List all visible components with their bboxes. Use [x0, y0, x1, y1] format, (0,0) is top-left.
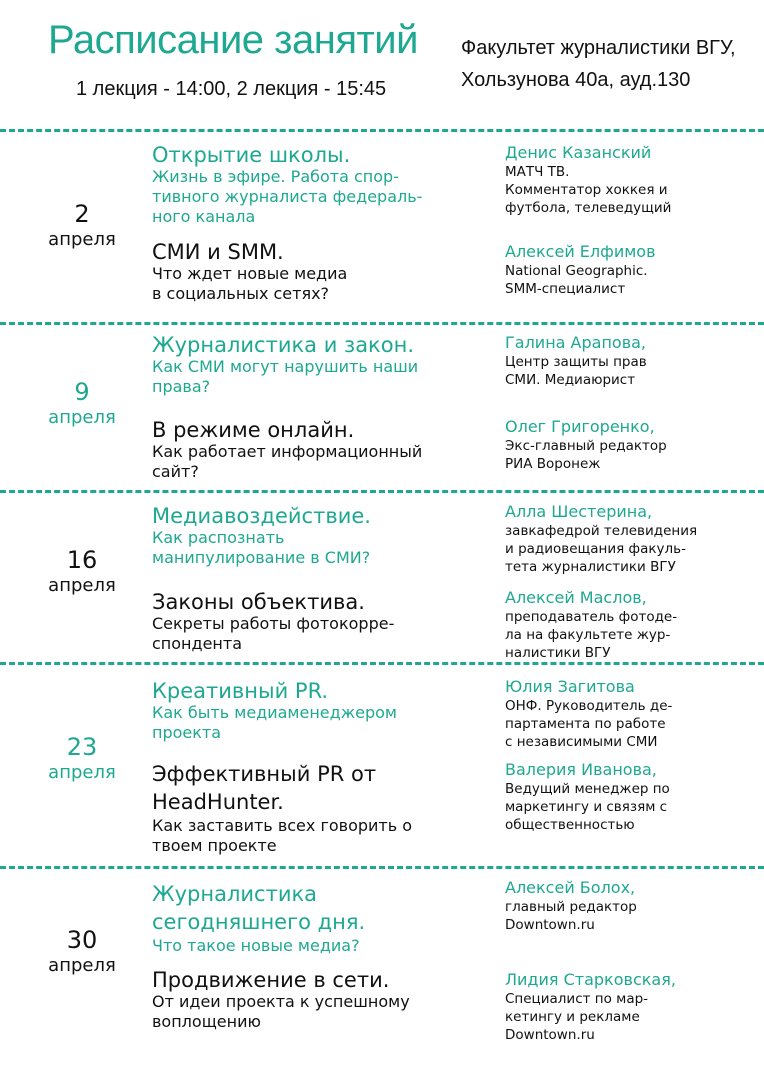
subtitle-line: Секреты работы фотокорре- — [152, 614, 395, 633]
lecture-2 — [152, 418, 492, 482]
role-line: Downtown.ru — [505, 1027, 595, 1043]
venue-line: Факультет журналистики ВГУ, — [461, 37, 736, 59]
lecture-title: Креативный PR. — [152, 679, 329, 703]
role-line: преподаватель фотоде- — [505, 609, 678, 625]
role-line: ла на факультете жур- — [505, 627, 671, 643]
venue-line: Хользунова 40а, ауд.130 — [461, 69, 691, 91]
subtitle-line: сайт? — [152, 462, 199, 481]
role-line: кетингу и рекламе — [505, 1009, 640, 1025]
subtitle-line: Жизнь в эфире. Работа спор- — [152, 167, 399, 186]
speaker-name: Олег Григоренко, — [505, 417, 655, 436]
lecture-2 — [152, 760, 492, 856]
session-date — [22, 546, 142, 598]
date-day: 16 — [66, 546, 98, 574]
session-date — [22, 733, 142, 785]
speaker-role — [505, 353, 755, 389]
lecture-title: СМИ и SMM. — [152, 240, 284, 264]
subtitle-line: Как работает информационный — [152, 442, 423, 461]
role-line: завкафедрой телевидения — [505, 523, 698, 539]
speaker-name: Юлия Загитова — [505, 677, 635, 696]
role-line: Ведущий менеджер по — [505, 781, 670, 797]
lecture-2 — [152, 590, 492, 654]
speaker-1 — [505, 677, 755, 751]
role-line: партамента по работе — [505, 716, 666, 732]
role-line: РИА Воронеж — [505, 456, 601, 472]
lecture-subtitle — [152, 528, 492, 568]
role-line: и радиовещания факуль- — [505, 541, 686, 557]
speaker-name: Алла Шестерина, — [505, 502, 653, 521]
speaker-role — [505, 990, 755, 1044]
speaker-2 — [505, 588, 755, 662]
venue-address — [461, 32, 736, 96]
speaker-2 — [505, 970, 755, 1044]
role-line: МАТЧ ТВ. — [505, 164, 570, 180]
subtitle-line: ного канала — [152, 207, 256, 226]
role-line: Комментатор хоккея и — [505, 182, 668, 198]
speaker-1 — [505, 333, 755, 389]
title-line: сегодняшнего дня. — [152, 910, 366, 934]
role-line: налистики ВГУ — [505, 645, 611, 661]
speaker-role — [505, 163, 755, 217]
lecture-1 — [152, 880, 492, 956]
subtitle-line: права? — [152, 377, 211, 396]
lecture-subtitle — [152, 703, 492, 743]
lecture-subtitle — [152, 992, 492, 1032]
subtitle-line: От идеи проекта к успешному — [152, 992, 410, 1011]
subtitle-line: Что ждет новые медиа — [152, 264, 348, 283]
speaker-name: Алексей Болох, — [505, 878, 636, 897]
subtitle-line: в социальных сетях? — [152, 284, 330, 303]
date-day: 30 — [66, 926, 98, 954]
lecture-subtitle — [152, 936, 492, 956]
lecture-subtitle — [152, 816, 492, 856]
lecture-title: Продвижение в сети. — [152, 968, 390, 992]
date-month: апреля — [48, 575, 116, 596]
role-line: СМИ. Медиаюрист — [505, 372, 636, 388]
speaker-role — [505, 608, 755, 662]
title-line: Журналистика — [152, 882, 318, 906]
role-line: с независимыми СМИ — [505, 734, 658, 750]
speaker-name: Алексей Елфимов — [505, 242, 656, 261]
title-line: Эффективный PR от — [152, 762, 377, 786]
lecture-title: В режиме онлайн. — [152, 418, 355, 442]
page-title: Расписание занятий — [48, 18, 418, 62]
speaker-role — [505, 697, 755, 751]
lecture-subtitle — [152, 442, 492, 482]
subtitle-line: твоем проекте — [152, 836, 277, 855]
lecture-title: Журналистика и закон. — [152, 333, 414, 357]
subtitle-line: проекта — [152, 723, 222, 742]
role-line: общественностью — [505, 817, 635, 833]
speaker-name: Галина Арапова, — [505, 333, 647, 352]
date-day: 23 — [66, 733, 98, 761]
lecture-times: 1 лекция - 14:00, 2 лекция - 15:45 — [76, 78, 387, 100]
role-line: тета журналистики ВГУ — [505, 559, 676, 575]
speaker-2 — [505, 242, 755, 298]
subtitle-line: Как заставить всех говорить о — [152, 816, 413, 835]
lecture-1 — [152, 333, 492, 397]
role-line: Специалист по мар- — [505, 991, 649, 1007]
speaker-name: Валерия Иванова, — [505, 760, 657, 779]
role-line: Экс-главный редактор — [505, 438, 667, 454]
date-month: апреля — [48, 955, 116, 976]
section-divider — [0, 322, 764, 325]
session-date — [22, 926, 142, 978]
subtitle-line: тивного журналиста федераль- — [152, 187, 423, 206]
role-line: маркетингу и связям с — [505, 799, 668, 815]
lecture-title — [152, 760, 492, 816]
speaker-1 — [505, 143, 755, 217]
role-line: Центр защиты прав — [505, 354, 647, 370]
role-line: SMM-специалист — [505, 281, 626, 297]
section-divider — [0, 129, 764, 132]
subtitle-line: Что такое новые медиа? — [152, 936, 360, 955]
date-month: апреля — [48, 762, 116, 783]
lecture-subtitle — [152, 357, 492, 397]
lecture-2 — [152, 968, 492, 1032]
role-line: главный редактор — [505, 899, 637, 915]
lecture-title: Законы объектива. — [152, 590, 365, 614]
session-date — [22, 378, 142, 430]
date-day: 2 — [74, 200, 90, 228]
lecture-subtitle — [152, 614, 492, 654]
lecture-title: Открытие школы. — [152, 143, 351, 167]
title-line: HeadHunter. — [152, 790, 284, 814]
subtitle-line: спондента — [152, 634, 242, 653]
lecture-1 — [152, 143, 492, 227]
subtitle-line: манипулирование в СМИ? — [152, 548, 371, 567]
lecture-1 — [152, 504, 492, 568]
speaker-2 — [505, 760, 755, 834]
role-line: National Geographic. — [505, 263, 648, 279]
speaker-role — [505, 262, 755, 298]
subtitle-line: воплощению — [152, 1012, 261, 1031]
lecture-1 — [152, 679, 492, 743]
speaker-role — [505, 780, 755, 834]
section-divider — [0, 662, 764, 665]
speaker-role — [505, 437, 755, 473]
session-date — [22, 200, 142, 252]
speaker-role — [505, 522, 755, 576]
lecture-title: Медиавоздействие. — [152, 504, 371, 528]
lecture-2 — [152, 240, 492, 304]
role-line: футбола, телеведущий — [505, 200, 672, 216]
speaker-2 — [505, 417, 755, 473]
speaker-name: Денис Казанский — [505, 143, 652, 162]
date-month: апреля — [48, 229, 116, 250]
speaker-role — [505, 898, 755, 934]
subtitle-line: Как СМИ могут нарушить наши — [152, 357, 419, 376]
speaker-name: Лидия Старковская, — [505, 970, 676, 989]
subtitle-line: Как быть медиаменеджером — [152, 703, 397, 722]
speaker-name: Алексей Маслов, — [505, 588, 647, 607]
role-line: Downtown.ru — [505, 917, 595, 933]
role-line: ОНФ. Руководитель де- — [505, 698, 673, 714]
section-divider — [0, 866, 764, 869]
date-month: апреля — [48, 407, 116, 428]
section-divider — [0, 490, 764, 493]
lecture-subtitle — [152, 264, 492, 304]
lecture-subtitle — [152, 167, 492, 227]
subtitle-line: Как распознать — [152, 528, 285, 547]
speaker-1 — [505, 878, 755, 934]
lecture-title — [152, 880, 492, 936]
date-day: 9 — [74, 378, 90, 406]
speaker-1 — [505, 502, 755, 576]
